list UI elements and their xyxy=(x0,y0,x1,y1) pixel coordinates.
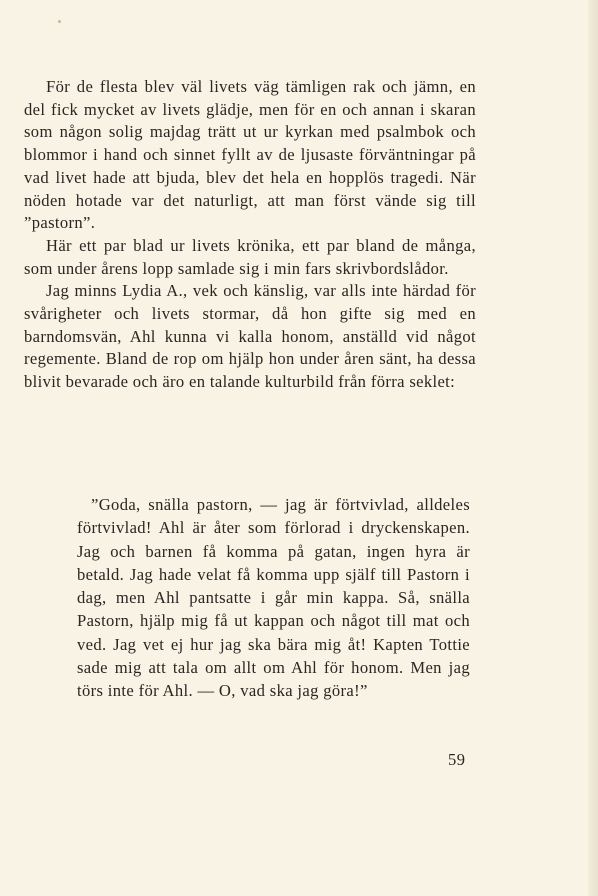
paragraph: Här ett par blad ur livets krönika, ett par bland de många, som under årens lopp samlade sig i min fars skrivbordslådor. xyxy=(24,235,476,278)
paragraph: Jag minns Lydia A., vek och känslig, var alls inte härdad för svårigheter och livets stormar, då hon gifte sig med en barndomsvän, Ahl kunna vi kalla honom, anställd vid något regemente. Bland de rop om hjälp hon under åren sänt, ha dessa blivit bevarade och äro en talande kulturbild från förra seklet: xyxy=(24,281,476,392)
paper-speck xyxy=(58,20,61,23)
paragraph: För de flesta blev väl livets väg tämligen rak och jämn, en del fick mycket av livets glädje, men för en och annan i skaran som någon solig majdag trätt ut ur kyrkan med psalmbok och blommor i hand och sinnet fyllt av de ljusaste förväntningar på vad livet hade att bjuda, blev det hela en hopplös tragedi. När nöden hotade var det naturligt, att man först vände sig till ”pastorn”. xyxy=(24,77,476,233)
quote-paragraph: ”Goda, snälla pastorn, — jag är förtvivlad, alldeles förtvivlad! Ahl är åter som förlorad i dryckenskapen. Jag och barnen få komma på gatan, ingen hyra är betald. Jag hade velat få komma upp själf till Pastorn i dag, men Ahl pantsatte i går min kappa. Så, snälla Pastorn, hjälp mig få ut kappan och något till mat och ved. Jag vet ej hur jag ska bära mig åt! Kapten Tottie sade mig att tala om allt om Ahl för honom. Men jag törs inte för Ahl. — O, vad ska jag göra!” xyxy=(77,495,470,701)
page-edge xyxy=(588,0,598,896)
page-number: 59 xyxy=(448,750,466,769)
body-text xyxy=(24,76,476,394)
letter-quote xyxy=(77,493,470,703)
